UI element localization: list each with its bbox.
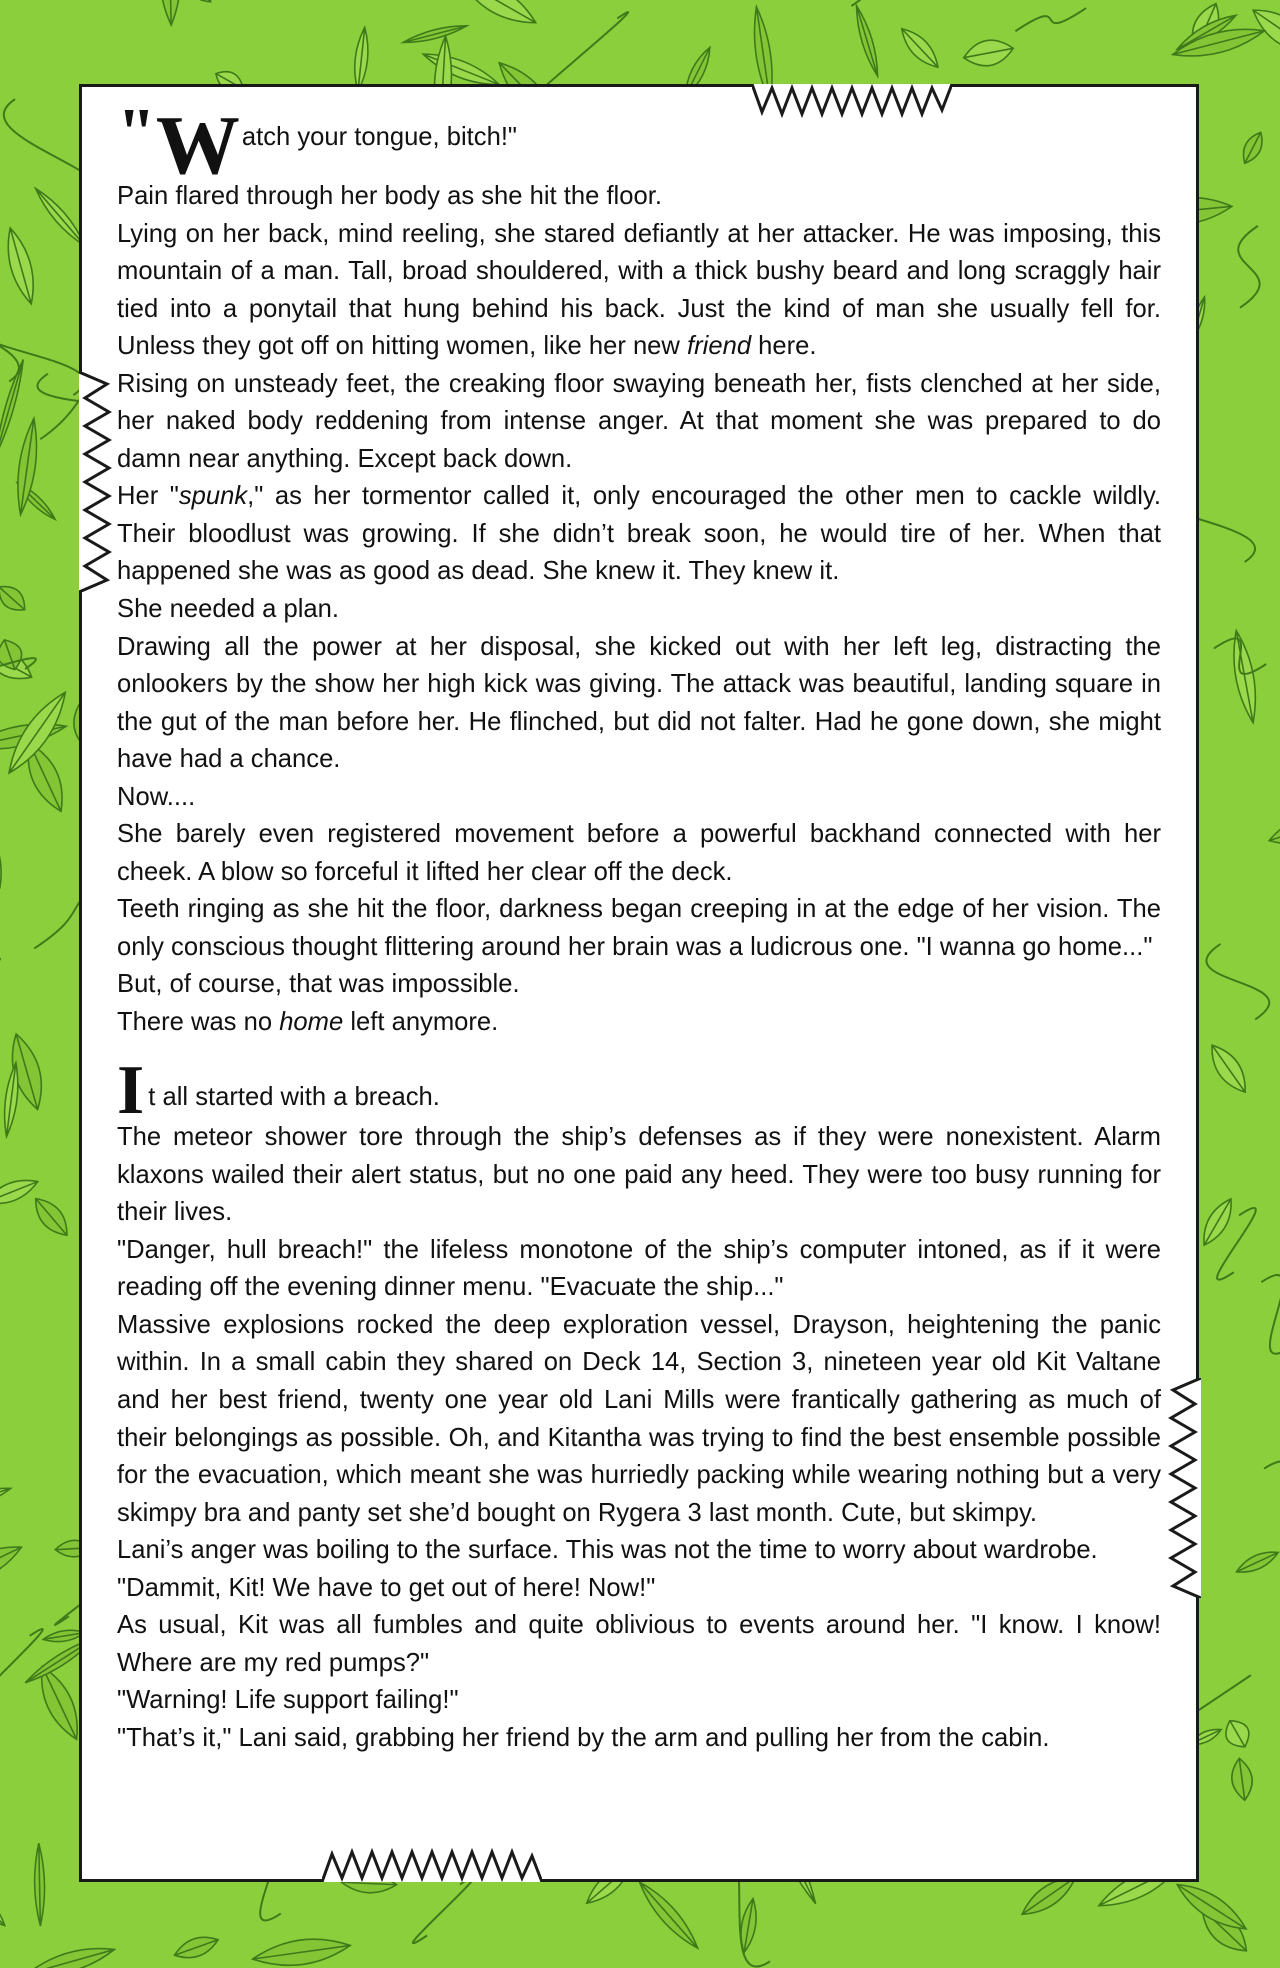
leaf-shape [253, 1939, 351, 1965]
paragraph: As usual, Kit was all fumbles and quite oblivious to events around her. "I know. I know! Where are my red pumps?" [117, 1611, 1161, 1677]
leaf-shape [640, 1882, 698, 1948]
leaf-shape [403, 26, 467, 43]
story-text [117, 95, 1162, 1757]
italic-text: friend [687, 332, 752, 361]
vine-shape [413, 1877, 474, 1943]
paragraph-text: Her " [117, 482, 179, 511]
opening-line: atch your tongue, bitch!" [241, 123, 518, 151]
italic-text: spunk [178, 482, 248, 511]
leaf-shape [27, 1949, 115, 1968]
leaf-shape [355, 27, 368, 91]
paragraph: But, of course, that was impossible. [117, 970, 520, 999]
paragraph: "Danger, hull breach!" the lifeless monotone of the ship’s computer intoned, as if it were reading off the evening dinner menu. "Evacuate the ship..." [117, 1235, 1161, 1302]
paragraph: Rising on unsteady feet, the creaking floor swaying beneath her, fists clenched at her side, her naked body reddening from intense anger. At that moment she was prepared to do damn near anything. Except back down. [117, 369, 1161, 473]
paragraph: Teeth ringing as she hit the floor, darkness began creeping in at the edge of her vision. The only conscious thought flittering around her brain was a ludicrous one. "I wanna go home..." [117, 895, 1161, 961]
torn-edge-left [79, 372, 115, 592]
paragraph: Now.... [117, 782, 196, 811]
paragraph: She barely even registered movement before a powerful backhand connected with her cheek. A blow so forceful it lifted her clear off the deck. [117, 820, 1161, 886]
leaf-shape [0, 835, 1, 887]
paragraph-text: Lying on her back, mind reeling, she stared defiantly at her attacker. He was imposing, this mountain of a man. Tall, broad shouldered, with a thick bushy beard and long scraggly hair tied into a ponytail that hung behind his back. Just the kind of man she usually fell for. Unless they got off on hitting women, like her new [117, 219, 1161, 361]
paragraph: "Warning! Life support failing!" [117, 1686, 459, 1715]
vine-shape [1264, 1461, 1280, 1527]
leaf-shape [185, 0, 211, 2]
leaf-shape [902, 29, 938, 67]
leaf-shape [460, 0, 536, 23]
drop-cap-letter: W [155, 99, 240, 192]
paragraph: Massive explosions rocked the deep exploration vessel, Drayson, heightening the panic within. In a small cabin they shared on Deck 14, Section 3, nineteen year old Kit Valtane and her best friend, twenty one year old Lani Mills were frantically gathering as much of their belongings as possible. Oh, and Kitantha was trying to find the best ensemble possible for the evacuation, which meant she was hurriedly packing while wearing nothing but a very skimpy bra and panty set she’d bought on Rygera 3 last month. Cute, but skimpy. [117, 1310, 1161, 1527]
vine-shape [1214, 638, 1266, 674]
italic-text: home [279, 1008, 344, 1037]
vine-shape [1261, 1275, 1280, 1354]
leaf-shape [1234, 631, 1255, 723]
paragraph: Pain flared through her body as she hit the floor. [117, 182, 662, 210]
paragraph: Drawing all the power at her disposal, she kicked out with her left leg, distracting the onlookers by the show her high kick was giving. The attack was beautiful, landing square in the gut of the man before her. He flinched, but did not falter. Had he gone down, she might have had a chance. [117, 632, 1161, 774]
leaf-shape [1212, 1045, 1245, 1092]
leaf-shape [0, 1180, 38, 1203]
paragraph-text: There was no [117, 1008, 280, 1037]
vine-shape [1206, 944, 1269, 1020]
leaf-shape [857, 6, 878, 76]
leaf-shape [1226, 1721, 1249, 1747]
section-opening-line: t all started with a breach. [148, 1083, 440, 1112]
torn-edge-right [1165, 1378, 1201, 1598]
paragraph: She needed a plan. [117, 595, 340, 624]
paragraph: "Dammit, Kit! We have to get out of here! Now!" [117, 1573, 656, 1602]
leaf-shape [160, 0, 180, 25]
leaf-shape [0, 1488, 11, 1513]
paragraph: Lani’s anger was boiling to the surface. This was not the time to worry about wardrobe. [117, 1536, 1098, 1565]
paragraph-text: ," as her tormentor called it, only encouraged the other men to cackle wildly. Their bloodlust was growing. If she didn’t break soon, he would tire of her. When that happened she was as good as dead. She knew it. They knew it. [117, 482, 1162, 586]
drop-cap-quote: " [117, 95, 156, 172]
leaf-shape [741, 1899, 756, 1953]
paragraph [117, 95, 1161, 192]
leaf-shape [42, 1667, 78, 1740]
paragraph: "That’s it," Lani said, grabbing her friend by the arm and pulling her from the cabin. [117, 1723, 1050, 1752]
vine-shape [1238, 226, 1259, 308]
leaf-shape [1232, 1758, 1252, 1800]
leaf-shape [1269, 816, 1280, 843]
paragraph [117, 216, 1161, 366]
leaf-shape [1244, 132, 1262, 163]
vine-shape [0, 1629, 43, 1712]
leaf-shape [36, 188, 85, 246]
leaf-shape [8, 228, 33, 304]
leaf-shape [0, 1893, 5, 1926]
leaf-shape [0, 360, 23, 456]
leaf-shape [1236, 1552, 1278, 1572]
vine-shape [1015, 8, 1086, 31]
paragraph-text: left anymore. [343, 1008, 499, 1037]
leaf-shape [0, 587, 25, 610]
paragraph-text: here. [751, 332, 817, 361]
leaf-shape [1204, 1199, 1231, 1245]
leaf-shape [5, 1063, 18, 1137]
torn-edge-bottom [322, 1848, 542, 1882]
leaf-shape [964, 40, 1014, 66]
drop-cap [117, 95, 240, 192]
vine-shape [829, 0, 868, 6]
leaf-shape [1022, 1877, 1076, 1914]
paragraph [117, 1004, 1161, 1042]
paragraph [117, 478, 1161, 591]
paragraph: The meteor shower tore through the ship’s defenses as if they were nonexistent. Alarm klaxons wailed their alert status, but no one paid any heed. They were too busy running for their lives. [117, 1123, 1161, 1227]
drop-cap-letter: I [117, 1052, 145, 1130]
paragraph [117, 1052, 1161, 1130]
leaf-shape [0, 1547, 21, 1582]
section-gap [117, 1042, 1161, 1080]
leaf-shape [35, 1843, 45, 1926]
leaf-shape [174, 1937, 218, 1957]
leaf-shape [36, 1199, 67, 1236]
